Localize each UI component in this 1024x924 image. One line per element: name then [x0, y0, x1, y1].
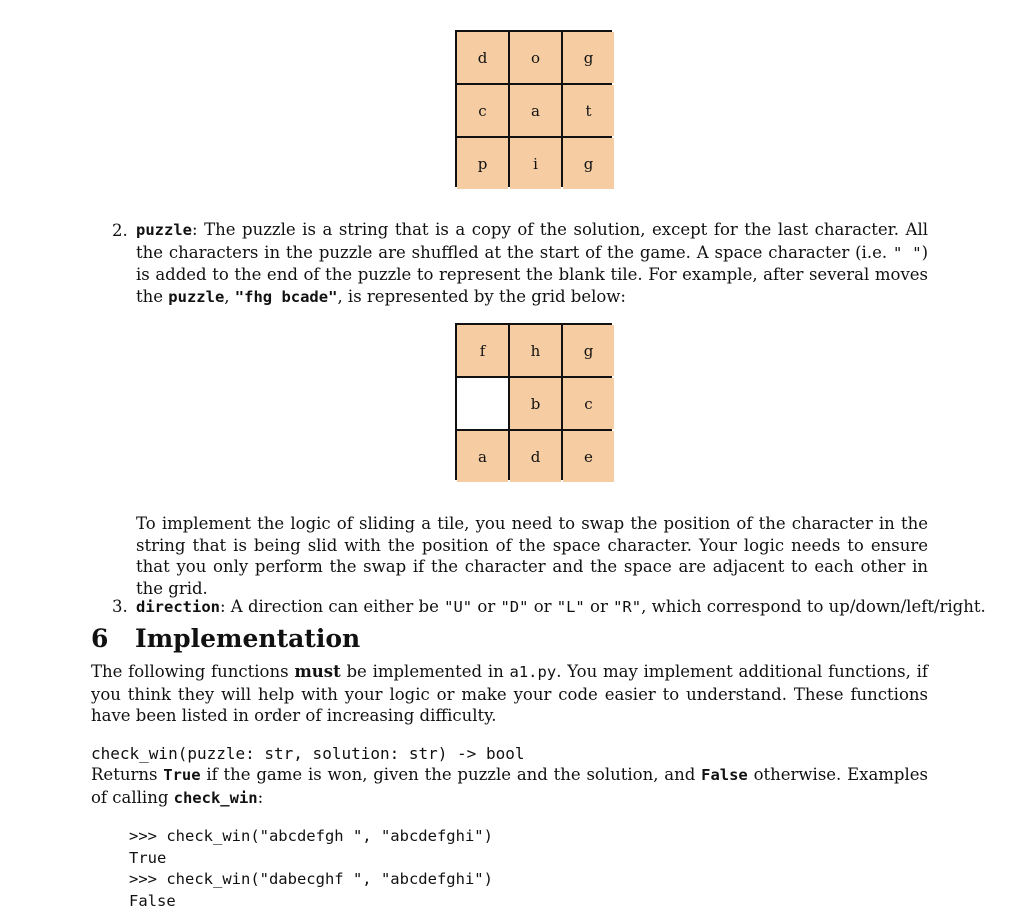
text-run: ) is added to the end of the puzzle to represent the blank tile. For example, after several moves the [136, 242, 928, 306]
text-run: , [224, 286, 235, 306]
code-literal: "fhg bcade" [234, 287, 338, 306]
text-run: or [584, 597, 614, 616]
code-literal: check_win [173, 788, 258, 807]
text-run: Returns [91, 765, 164, 784]
grid-tile: i [510, 138, 561, 189]
puzzle-grid [455, 323, 612, 480]
text-run: : [257, 787, 264, 807]
sliding-logic-paragraph: To implement the logic of sliding a tile, you need to swap the position of the character in the string that is being slid with the position of the space character. Your logic needs to ensure that you only perform the swap if the character and the space are adjacent to each other in the grid. [136, 514, 928, 598]
code-line: False [129, 891, 176, 910]
grid-tile: o [510, 32, 561, 83]
text-run: : The puzzle is a string that is a copy of the solution, except for the last character. All the characters in the puzzle are shuffled at the start of the game. A space character (i.e. [136, 220, 928, 262]
code-literal: False [701, 766, 748, 784]
code-line: >>> check_win("dabecghf ", "abcdefghi") [129, 870, 493, 888]
solution-grid [455, 30, 612, 187]
implementation-paragraph [91, 661, 928, 727]
grid-tile: d [510, 431, 561, 482]
function-description [91, 764, 928, 809]
text-run: The following functions [91, 662, 295, 681]
code-literal: "D" [500, 598, 529, 616]
grid-tile: a [510, 85, 561, 136]
section-number: 6 [91, 624, 109, 653]
text-run: otherwise. Examples of calling [91, 765, 929, 807]
grid-tile: c [563, 378, 614, 429]
section-heading [91, 624, 360, 653]
text-run: be implemented in [340, 662, 510, 681]
grid-tile: g [563, 138, 614, 189]
grid-tile: a [457, 431, 508, 482]
grid-tile: c [457, 85, 508, 136]
function-signature: check_win(puzzle: str, solution: str) -> bool [91, 744, 525, 763]
blank-tile [457, 378, 508, 429]
grid-tile: p [457, 138, 508, 189]
grid-tile: g [563, 32, 614, 83]
text-run: if the game is won, given the puzzle and the solution, and [200, 765, 702, 784]
code-literal: "R" [613, 598, 642, 616]
direction-description [136, 596, 986, 619]
code-literal: " " [892, 243, 922, 262]
list-number: 3. [112, 597, 128, 616]
code-example-block [129, 826, 493, 912]
grid-tile: h [510, 325, 561, 376]
text-run: : A direction can either be [220, 597, 445, 616]
text-run: . You may implement additional functions, if you think they will help with your logic or make your code easier to understand. These functions have been listed in order of increasing difficulty. [91, 662, 928, 725]
grid-tile: e [563, 431, 614, 482]
emphasis-must: must [294, 662, 341, 681]
grid-tile: g [563, 325, 614, 376]
list-number: 2. [112, 221, 128, 240]
code-literal: puzzle [168, 287, 225, 306]
term-puzzle: puzzle [136, 221, 192, 239]
text-run: or [528, 597, 557, 616]
section-title: Implementation [135, 624, 361, 653]
code-literal: True [163, 766, 201, 784]
text-run: , is represented by the grid below: [337, 286, 626, 306]
grid-tile: d [457, 32, 508, 83]
code-literal: "L" [556, 598, 585, 616]
puzzle-description [136, 219, 928, 308]
text-run: , which correspond to up/down/left/right. [641, 597, 986, 616]
grid-tile: t [563, 85, 614, 136]
term-direction: direction [136, 598, 220, 616]
filename: a1.py [509, 663, 557, 681]
grid-tile: b [510, 378, 561, 429]
code-line: >>> check_win("abcdefgh ", "abcdefghi") [129, 827, 493, 845]
grid-tile: f [457, 325, 508, 376]
text-run: or [472, 597, 501, 616]
code-line: True [129, 848, 167, 867]
code-literal: "U" [444, 598, 473, 616]
